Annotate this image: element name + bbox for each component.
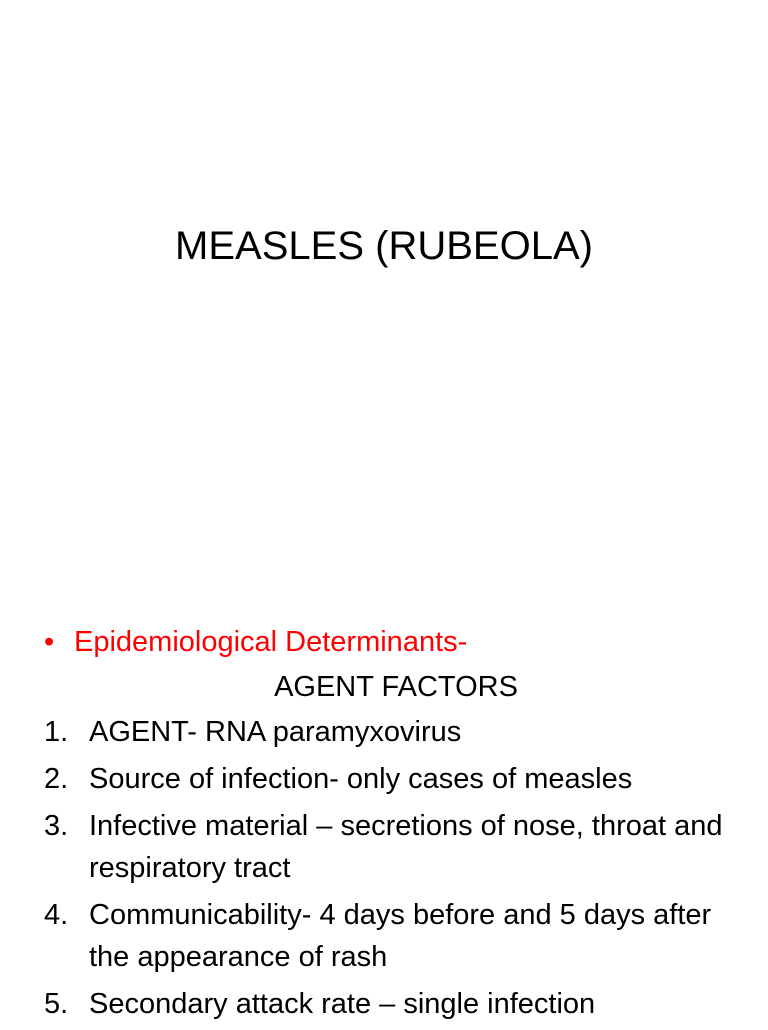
list-item (44, 983, 744, 1025)
bullet-dot-icon: • (44, 626, 55, 658)
list-item-text: Communicability- 4 days before and 5 days after the appearance of rash (89, 899, 712, 973)
list-item-text: Source of infection- only cases of measles (89, 763, 633, 795)
slide-content (44, 621, 744, 1030)
list-item (44, 894, 744, 978)
agent-factors-heading: AGENT FACTORS (274, 671, 518, 703)
bullet-heading (44, 621, 744, 663)
list-item (44, 711, 744, 753)
content-slide (0, 576, 768, 1024)
list-item-number: 2. (44, 763, 69, 795)
bullet-heading-text: Epidemiological Determinants- (74, 626, 468, 658)
list-item-number: 5. (44, 988, 69, 1020)
list-item-number: 1. (44, 716, 69, 748)
list-item (44, 758, 744, 800)
list-item-number: 3. (44, 810, 69, 842)
list-item-text: Secondary attack rate – single infection (89, 988, 596, 1020)
slide-title: MEASLES (RUBEOLA) (175, 224, 593, 268)
list-item-text: Infective material – secretions of nose, throat and respiratory tract (89, 810, 723, 884)
agent-factors-list (44, 711, 744, 1025)
list-item (44, 805, 744, 889)
list-item-text: AGENT- RNA paramyxovirus (89, 716, 462, 748)
list-item-number: 4. (44, 899, 69, 931)
